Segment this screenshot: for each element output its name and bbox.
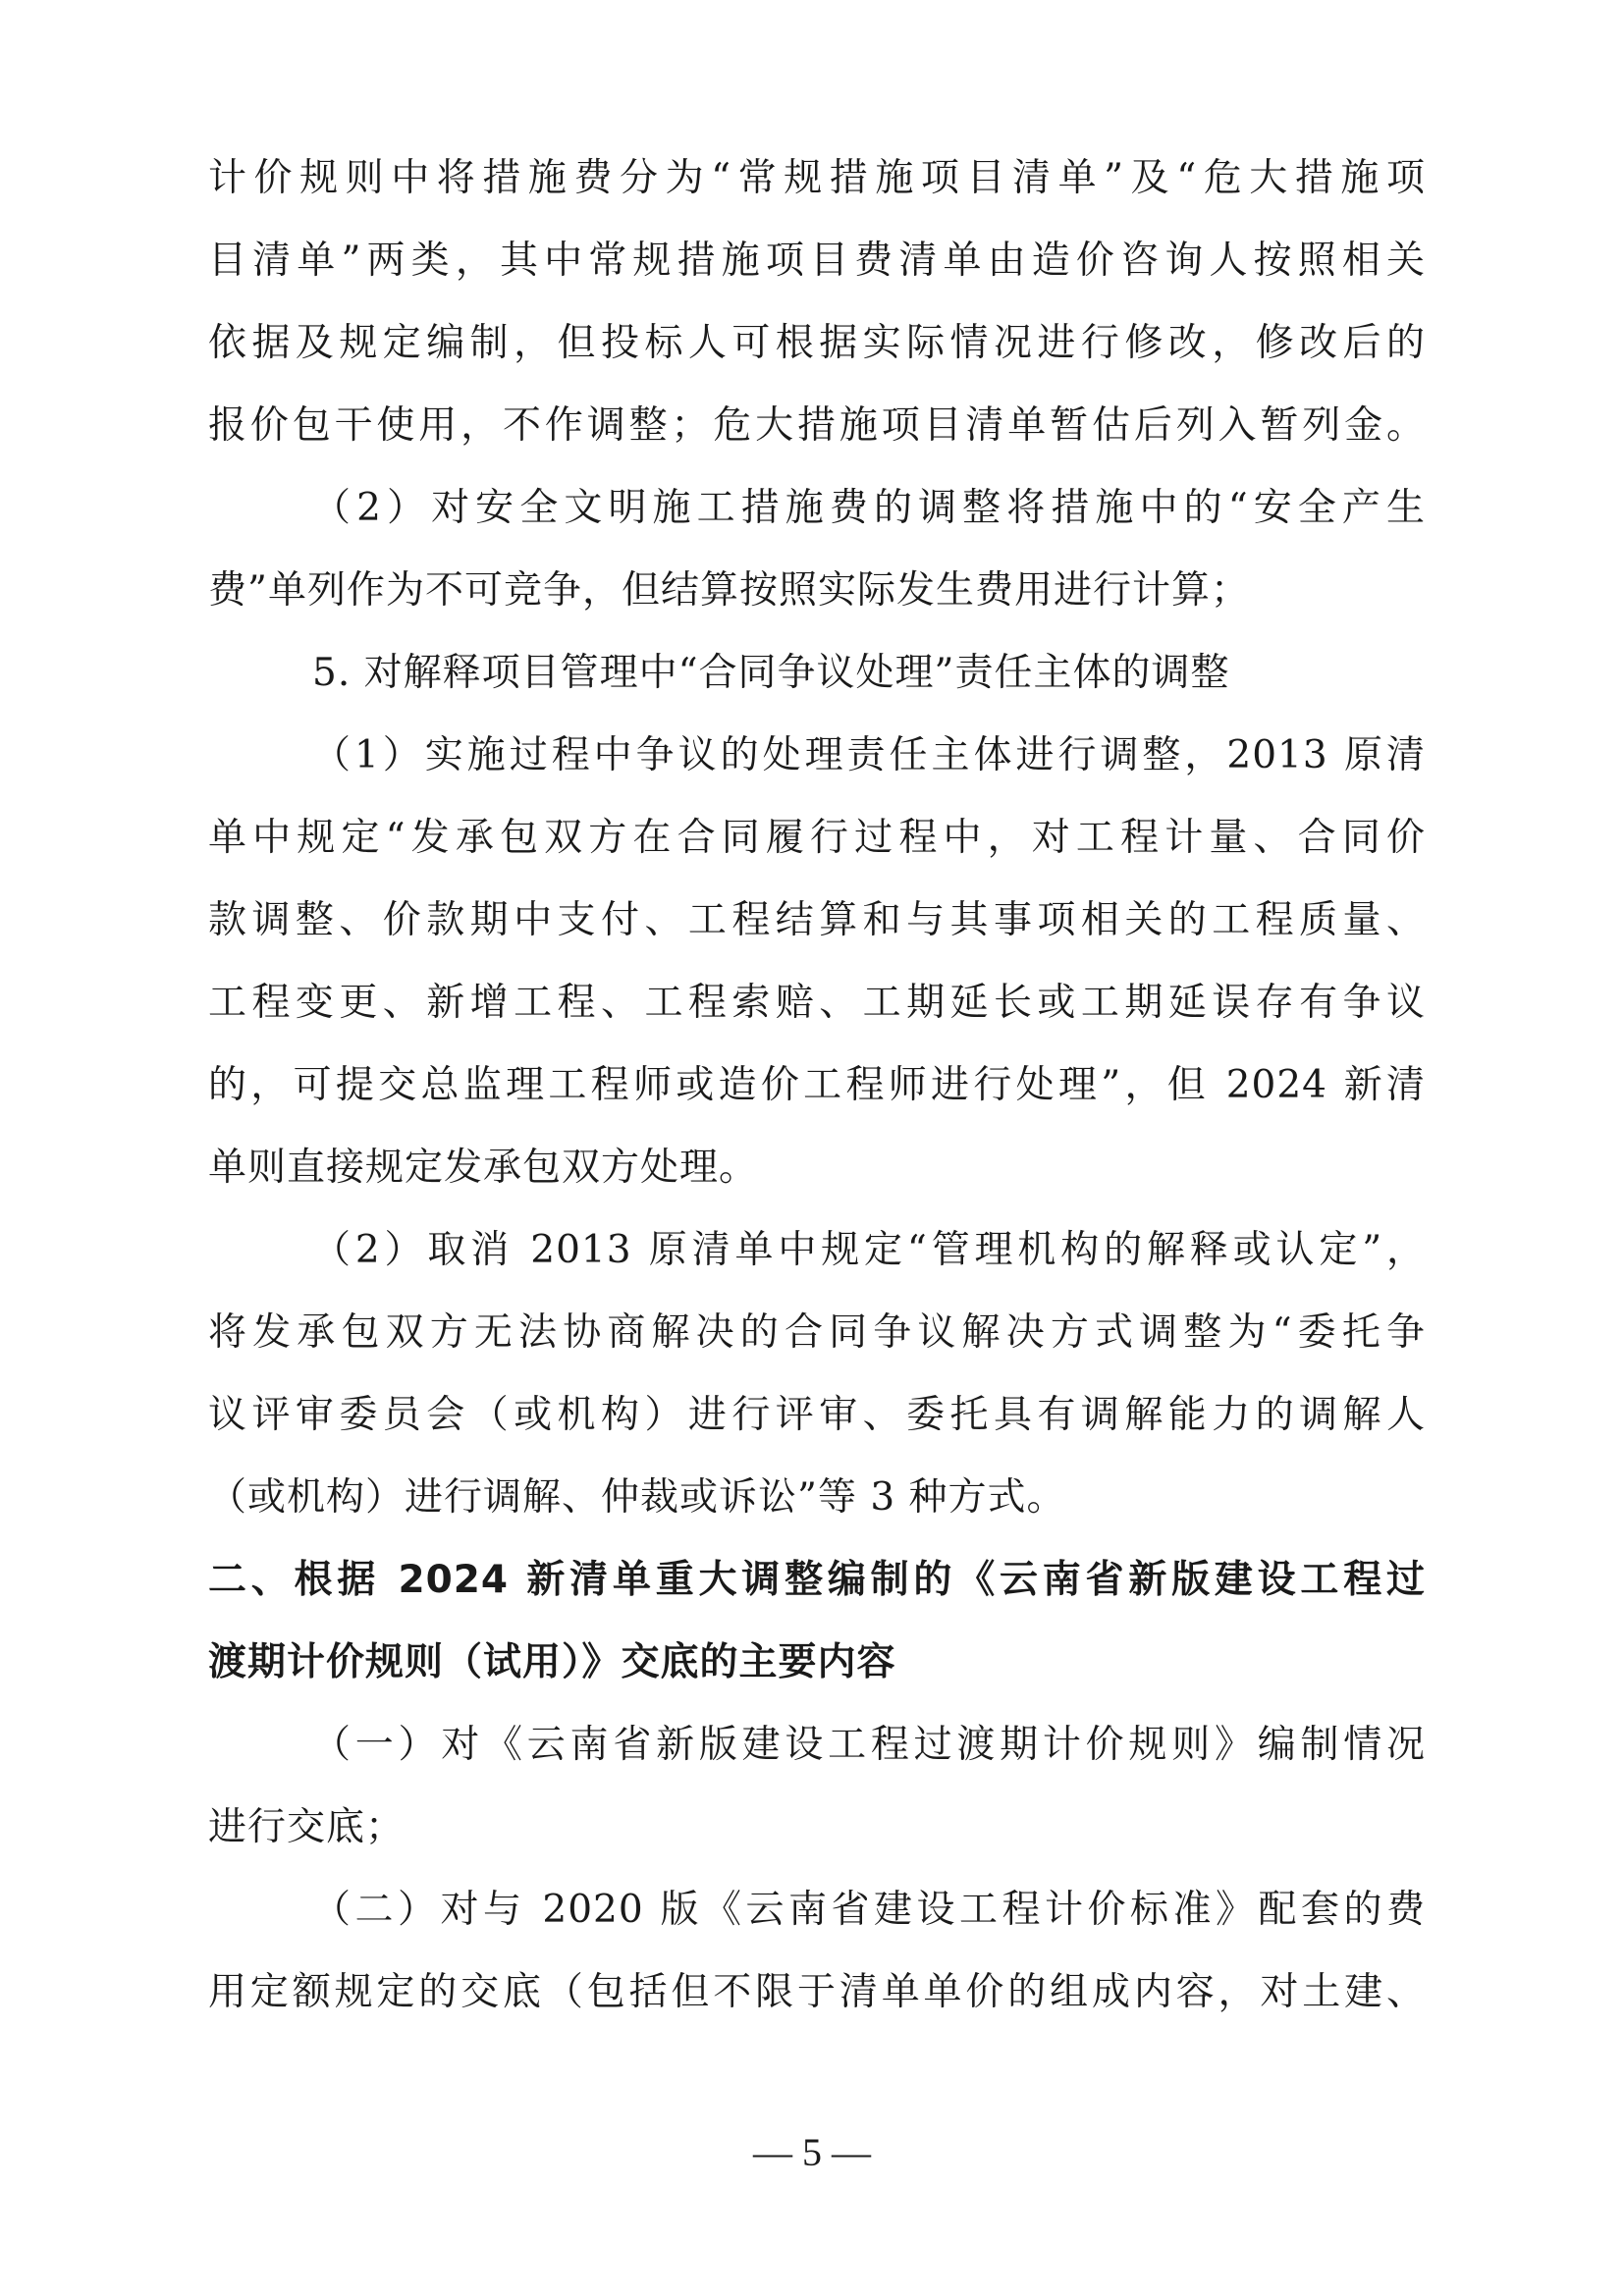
body-text-line: 单则直接规定发承包双方处理。 xyxy=(208,1146,759,1190)
body-text-line: 工程变更、新增工程、工程索赔、工期延长或工期延误存有争议 xyxy=(208,981,1426,1025)
body-text-line: （或机构）进行调解、仲裁或诉讼”等 3 种方式。 xyxy=(208,1475,1066,1520)
body-text-line: 将发承包双方无法协商解决的合同争议解决方式调整为“委托争 xyxy=(208,1310,1426,1355)
body-text-line: （2）对安全文明施工措施费的调整将措施中的“安全产生 xyxy=(312,486,1426,530)
body-text-line: 计价规则中将措施费分为“常规措施项目清单”及“危大措施项 xyxy=(208,156,1426,200)
body-text-line: （二）对与 2020 版《云南省建设工程计价标准》配套的费 xyxy=(312,1888,1426,1932)
section-subheading: 5. 对解释项目管理中“合同争议处理”责任主体的调整 xyxy=(312,651,1230,695)
section-heading: 二、根据 2024 新清单重大调整编制的《云南省新版建设工程过 xyxy=(208,1558,1426,1602)
body-text-line: 进行交底； xyxy=(208,1805,406,1849)
body-text-line: 单中规定“发承包双方在合同履行过程中，对工程计量、合同价 xyxy=(208,816,1426,860)
body-text-line: （一）对《云南省新版建设工程过渡期计价规则》编制情况 xyxy=(312,1723,1426,1767)
body-text-line: （1）实施过程中争议的处理责任主体进行调整，2013 原清 xyxy=(312,733,1426,777)
section-heading: 渡期计价规则（试用）》交底的主要内容 xyxy=(208,1640,896,1684)
page-number: — 5 — xyxy=(753,2130,871,2174)
body-text-line: 用定额规定的交底（包括但不限于清单单价的组成内容，对土建、 xyxy=(208,1970,1426,2014)
body-text-line: 报价包干使用，不作调整；危大措施项目清单暂估后列入暂列金。 xyxy=(208,403,1426,448)
body-text-line: 款调整、价款期中支付、工程结算和与其事项相关的工程质量、 xyxy=(208,898,1426,942)
body-text-line: （2）取消 2013 原清单中规定“管理机构的解释或认定”， xyxy=(312,1228,1426,1272)
body-text-line: 目清单”两类，其中常规措施项目费清单由造价咨询人按照相关 xyxy=(208,239,1426,283)
body-text-line: 议评审委员会（或机构）进行评审、委托具有调解能力的调解人 xyxy=(208,1393,1426,1437)
body-text-line: 费”单列作为不可竞争，但结算按照实际发生费用进行计算； xyxy=(208,568,1250,613)
body-text-line: 依据及规定编制，但投标人可根据实际情况进行修改，修改后的 xyxy=(208,321,1426,365)
body-text-line: 的，可提交总监理工程师或造价工程师进行处理”，但 2024 新清 xyxy=(208,1063,1426,1107)
